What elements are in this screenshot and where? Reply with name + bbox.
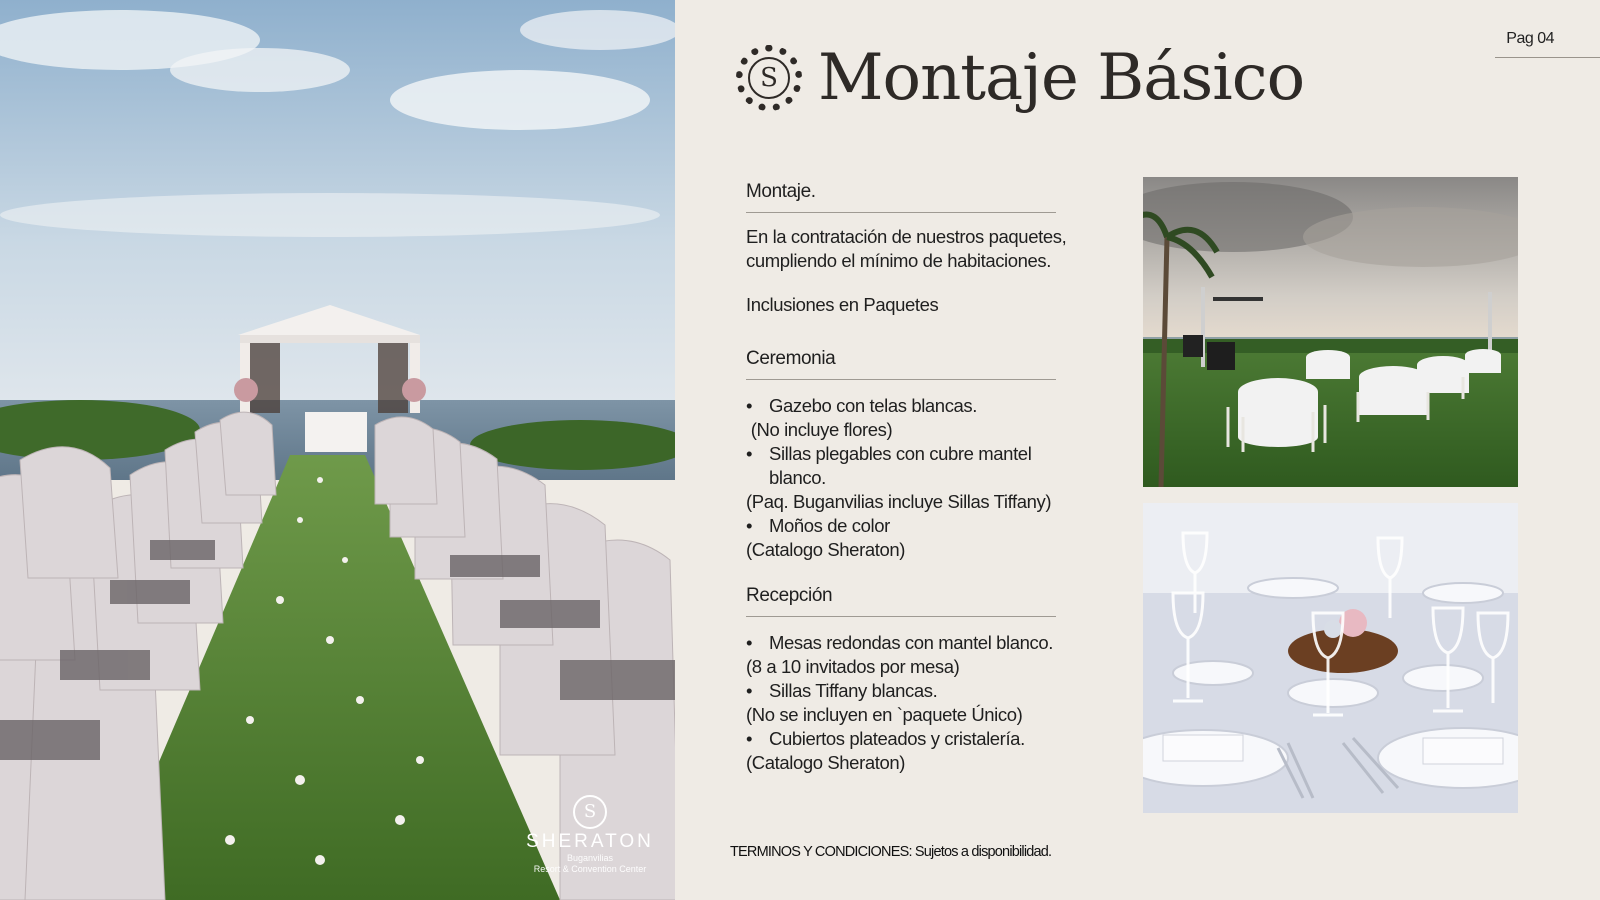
recepcion-heading: Recepción (746, 585, 833, 606)
sheraton-logo-icon: S (736, 45, 802, 111)
list-item: • Cubiertos plateados y cristalería. (746, 728, 1025, 749)
hero-sheraton-logo (520, 795, 660, 875)
hero-brand-name: SHERATON (526, 831, 654, 852)
ceremonia-heading: Ceremonia (746, 348, 836, 369)
divider (746, 616, 1056, 617)
list-item: • Moños de color (746, 515, 890, 536)
hero-brand-line2: Resort & Convention Center (533, 864, 647, 874)
terms-conditions-footer: TERMINOS Y CONDICIONES: Sujetos a disponibilidad. (730, 844, 1052, 860)
list-item: • Gazebo con telas blancas. (746, 395, 978, 416)
table-setting-photo (1143, 503, 1518, 813)
reception-lawn-photo (1143, 177, 1518, 487)
list-item-continued: blanco. (769, 467, 826, 488)
page-number-divider (1495, 57, 1600, 58)
content-column (746, 180, 1076, 775)
inclusions-label: Inclusiones en Paquetes (746, 294, 939, 315)
page-title: Montaje Básico (818, 41, 1305, 115)
list-item: • Mesas redondas con mantel blanco. (746, 632, 1054, 653)
list-note: (Catalogo Sheraton) (746, 752, 905, 773)
list-note: (Catalogo Sheraton) (746, 539, 905, 560)
page-title-block (736, 41, 1305, 115)
list-note: (No incluye flores) (746, 419, 893, 440)
montaje-desc-line2: cumpliendo el mínimo de habitaciones. (746, 250, 1052, 271)
list-note: (No se incluyen en `paquete Único) (746, 704, 1023, 725)
montaje-heading: Montaje. (746, 181, 816, 202)
divider (746, 379, 1056, 380)
list-item: • Sillas plegables con cubre mantel (746, 443, 1032, 464)
hero-photo (0, 0, 675, 900)
montaje-desc-line1: En la contratación de nuestros paquetes, (746, 226, 1067, 247)
list-note: (Paq. Buganvilias incluye Sillas Tiffany) (746, 491, 1052, 512)
divider (746, 212, 1056, 213)
sheraton-emblem-icon: S (573, 795, 607, 829)
list-note: (8 a 10 invitados por mesa) (746, 656, 960, 677)
hero-brand-line1: Buganvilias (566, 853, 614, 863)
list-item: • Sillas Tiffany blancas. (746, 680, 938, 701)
page-number: Pag 04 (1506, 30, 1554, 47)
